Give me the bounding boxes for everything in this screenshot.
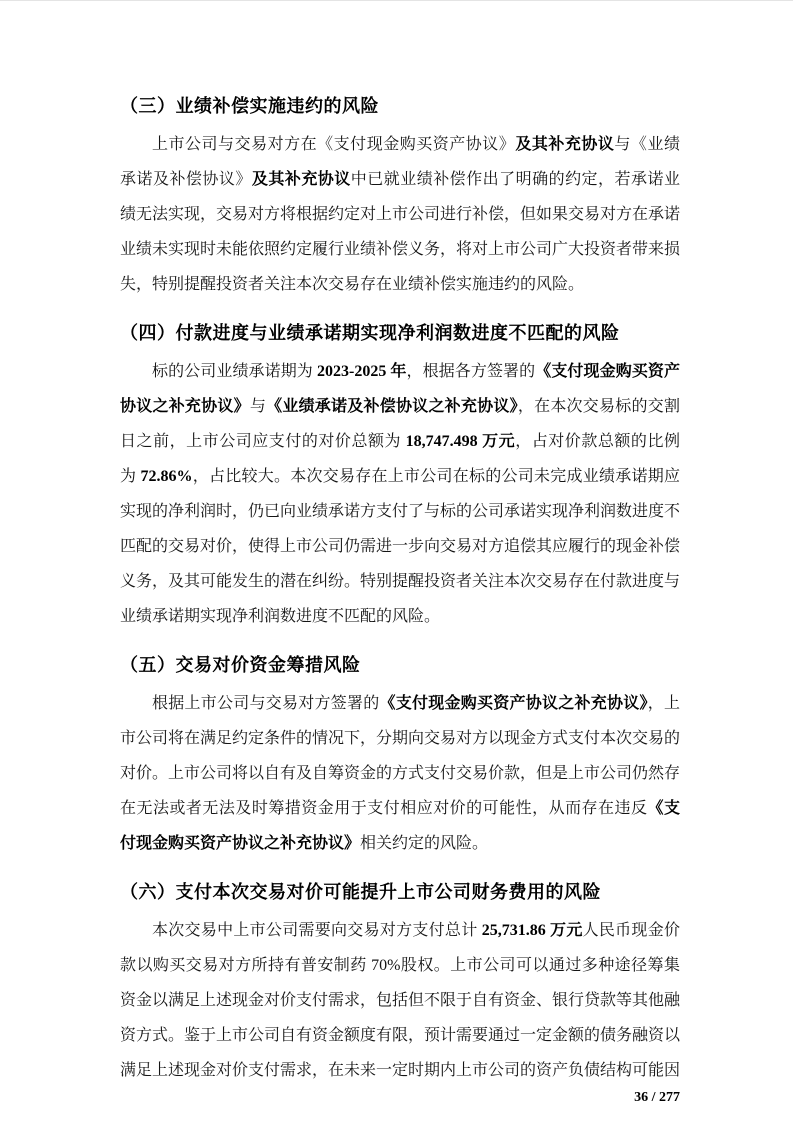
section-paragraph bbox=[120, 354, 680, 634]
section-heading: （四）付款进度与业绩承诺期实现净利润数进度不匹配的风险 bbox=[120, 323, 620, 343]
section-risk-3 bbox=[120, 93, 680, 302]
section-paragraph bbox=[120, 686, 680, 861]
emphasis-text: 及其补充协议 bbox=[515, 136, 615, 153]
body-text: ，占比较大。本次交易存在上市公司在标的公司未完成业绩承诺期应实现的净利润时，仍已向业绩承诺方支付了与标的公司承诺实现净利润数进度不匹配的交易对价，使得上市公司仍需进一步向交易对方追偿其应履行的现金补偿义务，及其可能发生的潜在纠纷。特别提醒投资者关注本次交易存在付款进度与业绩承诺期实现净利润数进度不匹配的风险。 bbox=[120, 468, 681, 625]
section-risk-6 bbox=[120, 879, 680, 1088]
emphasis-text: 《支付现金购买资产协议之补充协议》 bbox=[120, 800, 680, 852]
page-content bbox=[120, 93, 680, 1106]
emphasis-text: 18,747.498 万元 bbox=[405, 433, 516, 450]
body-text: 根据上市公司与交易对方签署的 bbox=[152, 695, 380, 712]
emphasis-text: 《支付现金购买资产协议之补充协议》 bbox=[120, 363, 680, 415]
body-text: ，在本次交易标的交割日之前，上市公司应支付的对价总额为 bbox=[120, 398, 680, 450]
body-text: 本次交易中上市公司需要向交易对方支付总计 bbox=[152, 922, 482, 939]
emphasis-text: 《业绩承诺及补偿协议之补充协议》 bbox=[266, 398, 518, 415]
body-text: 与 bbox=[249, 398, 267, 415]
emphasis-text: 《支付现金购买资产协议之补充协议》 bbox=[379, 695, 648, 712]
section-heading: （三）业绩补偿实施违约的风险 bbox=[120, 96, 379, 116]
emphasis-text: 72.86% bbox=[140, 468, 193, 485]
body-text: ，上市公司将在满足约定条件的情况下，分期向交易对方以现金方式支付本次交易的对价。上市公司将以自有及自筹资金的方式支付交易价款，但是上市公司仍然存在无法或者无法及时筹措资金用于支付相应对价的可能性，从而存在违反 bbox=[120, 695, 681, 817]
body-text: ，占对价款总额的比例为 bbox=[120, 433, 680, 485]
section-risk-4 bbox=[120, 320, 680, 634]
section-paragraph bbox=[120, 127, 680, 302]
page-number: 36 / 277 bbox=[634, 1090, 680, 1105]
section-heading: （六）支付本次交易对价可能提升上市公司财务费用的风险 bbox=[120, 882, 601, 902]
section-paragraph bbox=[120, 913, 680, 1088]
body-text: ，根据各方签署的 bbox=[406, 363, 536, 380]
body-text: 人民币现金价款以购买交易对方所持有普安制药 70%股权。上市公司可以通过多种途径筹集资金以满足上述现金对价支付需求，包括但不限于自有资金、银行贷款等其他融资方式。鉴于上市公司自有资金额度有限，预计需要通过一定金额的债务融资以满足上述现金对价支付需求，在未来一定时期内上市公司的资产负债结构可能因 bbox=[120, 922, 681, 1079]
body-text: 中已就业绩补偿作出了明确的约定，若承诺业绩无法实现，交易对方将根据约定对上市公司进行补偿，但如果交易对方在承诺业绩未实现时未能依照约定履行业绩补偿义务，将对上市公司广大投资者带来损失，特别提醒投资者关注本次交易存在业绩补偿实施违约的风险。 bbox=[120, 171, 681, 293]
section-heading: （五）交易对价资金筹措风险 bbox=[120, 655, 361, 675]
body-text: 上市公司与交易对方在《支付现金购买资产协议》 bbox=[152, 136, 516, 153]
body-text: 与《业绩承诺及补偿协议》 bbox=[120, 136, 680, 188]
body-text: 相关约定的风险。 bbox=[360, 835, 489, 852]
emphasis-text: 2023-2025 年 bbox=[317, 363, 407, 380]
body-text: 标的公司业绩承诺期为 bbox=[152, 363, 317, 380]
emphasis-text: 25,731.86 万元 bbox=[481, 922, 583, 939]
section-risk-5 bbox=[120, 652, 680, 861]
emphasis-text: 及其补充协议 bbox=[251, 171, 351, 188]
